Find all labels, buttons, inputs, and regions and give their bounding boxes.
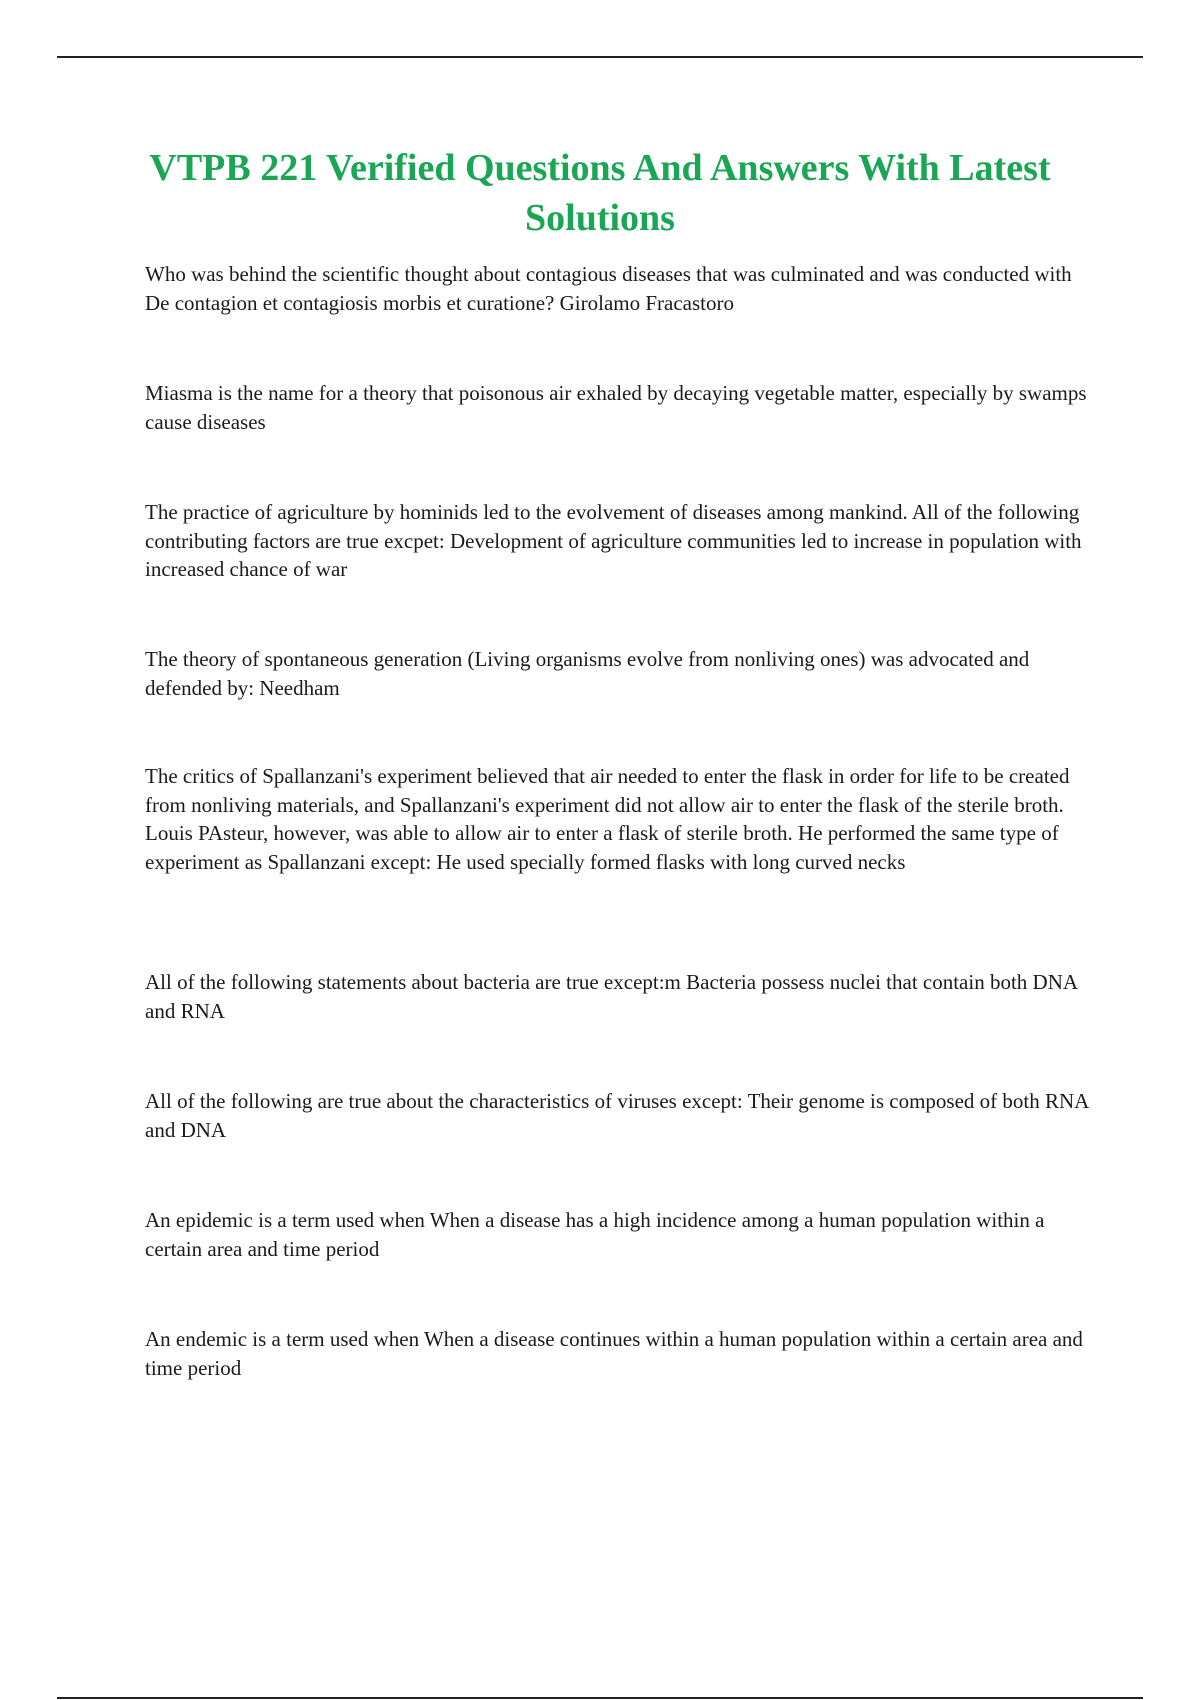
qa-item-7: All of the following are true about the characteristics of viruses except: Their genome is composed of both RNA and DNA [145,1089,1089,1142]
qa-item-3: The practice of agriculture by hominids led to the evolvement of diseases among mankind. All of the following contributing factors are true excpet: Development of agriculture communities led to increase in population with increased chance of war [145,500,1082,581]
document-title: VTPB 221 Verified Questions And Answers With Latest Solutions [149,147,1051,239]
qa-item-1: Who was behind the scientific thought about contagious diseases that was culminated and was conducted with De contagion et contagiosis morbis et curatione? Girolamo Fracastoro [145,262,1072,315]
qa-item-6: All of the following statements about bacteria are true except:m Bacteria possess nuclei that contain both DNA and RNA [145,970,1077,1023]
qa-item-5: The critics of Spallanzani's experiment believed that air needed to enter the flask in order for life to be created from nonliving materials, and Spallanzani's experiment did not allow air to enter the flask of the sterile broth. Louis PAsteur, however, was able to allow air to enter a flask of sterile broth. He performed the same type of experiment as Spallanzani except: He used specially formed flasks with long curved necks [145,764,1070,874]
qa-item-4: The theory of spontaneous generation (Living organisms evolve from nonliving ones) was advocated and defended by: Needham [145,647,1030,700]
qa-item-8: An epidemic is a term used when When a disease has a high incidence among a human population within a certain area and time period [145,1208,1045,1261]
bottom-rule [57,1697,1143,1699]
qa-item-2: Miasma is the name for a theory that poisonous air exhaled by decaying vegetable matter, especially by swamps cause diseases [145,381,1087,434]
qa-item-9: An endemic is a term used when When a disease continues within a human population within a certain area and time period [145,1327,1083,1380]
